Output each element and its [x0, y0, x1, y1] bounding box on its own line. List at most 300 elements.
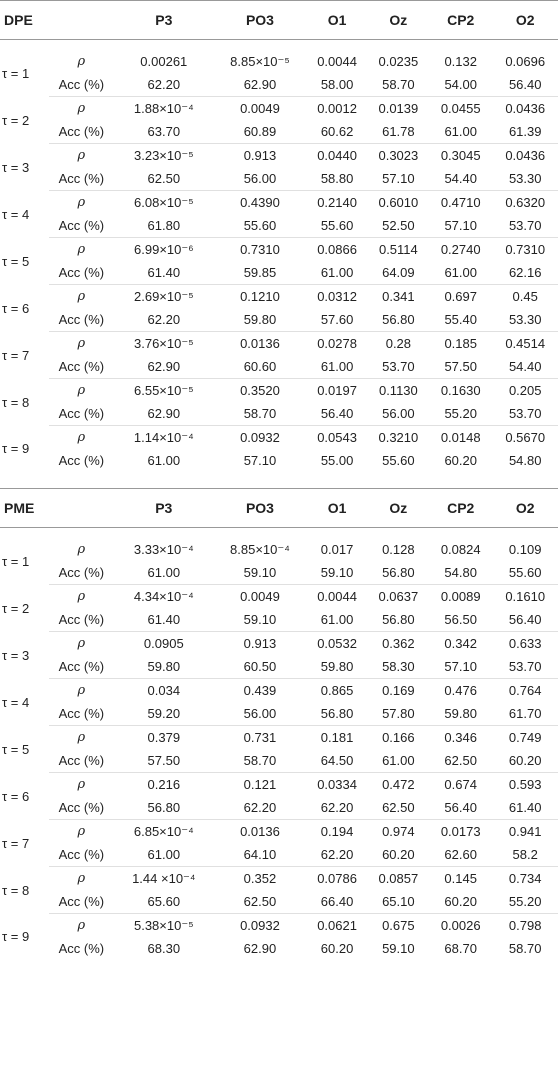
acc-cell: 52.50 [368, 214, 429, 238]
tau-label: τ = 1 [2, 65, 30, 81]
acc-cell: 60.89 [213, 120, 306, 144]
rho-cell: 8.85×10⁻⁴ [230, 541, 290, 557]
rho-cell: 0.798 [508, 918, 542, 933]
rho-row [0, 50, 558, 73]
acc-label: Acc (%) [49, 702, 115, 726]
rho-cell: 0.7310 [240, 242, 280, 257]
acc-cell: 56.80 [114, 796, 213, 820]
acc-cell: 61.78 [368, 120, 429, 144]
rho-cell: 0.181 [320, 730, 354, 745]
acc-cell: 58.00 [306, 73, 367, 97]
acc-cell: 62.20 [306, 843, 367, 867]
acc-label: Acc (%) [49, 749, 115, 773]
rho-cell: 0.205 [508, 383, 542, 398]
rho-cell: 0.0278 [317, 336, 357, 351]
tau-label: τ = 7 [2, 835, 30, 851]
rho-cell: 0.0621 [317, 918, 357, 933]
acc-row [0, 355, 558, 379]
acc-cell: 64.50 [306, 749, 367, 773]
acc-cell: 54.80 [429, 561, 492, 585]
rho-cell: 0.0173 [440, 824, 481, 839]
acc-row [0, 843, 558, 867]
acc-cell: 59.80 [429, 702, 492, 726]
rho-cell: 0.0136 [240, 824, 280, 839]
acc-cell: 61.00 [368, 749, 429, 773]
rho-label: ρ [77, 195, 86, 210]
acc-label: Acc (%) [49, 214, 115, 238]
column-header: CP2 [429, 489, 492, 528]
rho-row [0, 285, 558, 309]
rho-cell: 0.0440 [317, 148, 357, 163]
acc-cell: 60.62 [306, 120, 367, 144]
tau-label: τ = 9 [2, 929, 30, 945]
rho-cell: 3.23×10⁻⁵ [134, 147, 194, 163]
rho-cell: 0.6010 [378, 195, 419, 210]
acc-cell: 61.80 [114, 214, 213, 238]
rho-cell: 0.194 [320, 824, 354, 839]
acc-cell: 53.30 [492, 308, 558, 332]
dpe-table [0, 0, 558, 472]
rho-cell: 0.169 [382, 683, 415, 698]
tau-label: τ = 2 [2, 112, 30, 128]
column-header: P3 [114, 1, 213, 40]
rho-cell: 0.974 [382, 824, 415, 839]
acc-cell: 56.40 [492, 608, 558, 632]
acc-cell: 54.00 [429, 73, 492, 97]
acc-cell: 60.60 [213, 355, 306, 379]
tau-label: τ = 3 [2, 159, 30, 175]
rho-cell: 0.731 [243, 730, 277, 745]
rho-cell: 0.0139 [378, 101, 419, 116]
acc-label: Acc (%) [58, 941, 105, 956]
acc-cell: 61.70 [492, 702, 558, 726]
rho-cell: 0.0824 [440, 542, 481, 557]
acc-cell: 55.60 [492, 561, 558, 585]
acc-cell: 53.30 [492, 167, 558, 191]
rho-label: ρ [77, 383, 86, 398]
tau-label: τ = 6 [2, 788, 30, 804]
acc-cell: 56.80 [368, 561, 429, 585]
rho-cell: 0.0136 [240, 336, 280, 351]
acc-cell: 58.30 [368, 655, 429, 679]
rho-cell: 0.749 [508, 730, 542, 745]
column-header: O1 [306, 1, 367, 40]
acc-cell: 61.40 [114, 608, 213, 632]
rho-label: ρ [77, 542, 86, 557]
acc-label: Acc (%) [49, 308, 115, 332]
rho-cell: 0.941 [508, 824, 542, 839]
acc-cell: 68.30 [147, 941, 181, 956]
rho-cell: 0.6320 [505, 195, 546, 210]
rho-cell: 0.0696 [505, 54, 546, 69]
acc-cell: 58.2 [492, 843, 558, 867]
spacer-row [0, 528, 558, 539]
rho-cell: 0.341 [382, 289, 415, 304]
rho-cell: 0.0197 [317, 383, 357, 398]
rho-cell: 0.697 [444, 289, 477, 304]
acc-cell: 55.60 [306, 214, 367, 238]
acc-cell: 60.20 [492, 749, 558, 773]
acc-cell: 64.10 [213, 843, 306, 867]
acc-cell: 63.70 [114, 120, 213, 144]
acc-label: Acc (%) [49, 608, 115, 632]
rho-label: ρ [77, 101, 86, 116]
acc-cell: 62.20 [213, 796, 306, 820]
tau-label: τ = 4 [2, 206, 30, 222]
acc-cell: 56.40 [492, 73, 558, 97]
pme-header-row [0, 489, 558, 528]
tau-label: τ = 5 [2, 741, 30, 757]
acc-cell: 58.70 [508, 941, 542, 956]
rho-row [0, 538, 558, 561]
acc-cell: 56.00 [213, 702, 306, 726]
rho-cell: 0.109 [508, 542, 542, 557]
acc-cell: 59.85 [213, 261, 306, 285]
rho-cell: 0.0049 [240, 589, 280, 604]
rho-label: ρ [77, 683, 86, 698]
rho-cell: 0.1130 [378, 383, 418, 398]
dpe-header-row [0, 1, 558, 40]
rho-cell: 0.00261 [140, 54, 188, 69]
acc-row [0, 73, 558, 97]
acc-cell: 56.80 [306, 702, 367, 726]
spacer-row [0, 40, 558, 51]
acc-cell: 62.50 [213, 890, 306, 914]
acc-label: Acc (%) [49, 402, 115, 426]
rho-cell: 0.216 [147, 777, 181, 792]
rho-cell: 0.0148 [440, 430, 481, 445]
rho-cell: 0.5670 [505, 430, 546, 445]
rho-cell: 0.185 [444, 336, 477, 351]
acc-cell: 56.50 [429, 608, 492, 632]
acc-cell: 55.00 [320, 453, 354, 468]
rho-cell: 0.145 [444, 871, 477, 886]
rho-row [0, 679, 558, 703]
rho-cell: 0.674 [444, 777, 477, 792]
acc-cell: 59.10 [213, 561, 306, 585]
tau-label: τ = 6 [2, 300, 30, 316]
rho-cell: 0.0932 [240, 918, 280, 933]
rho-cell: 0.3210 [378, 430, 419, 445]
acc-row [0, 449, 558, 472]
rho-cell: 0.3520 [240, 383, 280, 398]
rho-cell: 3.76×10⁻⁵ [134, 335, 194, 351]
acc-cell: 59.80 [114, 655, 213, 679]
rho-row [0, 914, 558, 938]
rho-cell: 0.034 [147, 683, 181, 698]
acc-label: Acc (%) [49, 167, 115, 191]
rho-label: ρ [77, 730, 86, 745]
rho-row [0, 426, 558, 450]
column-header: P3 [114, 489, 213, 528]
acc-cell: 53.70 [492, 655, 558, 679]
acc-cell: 62.20 [114, 308, 213, 332]
acc-cell: 59.80 [213, 308, 306, 332]
acc-label: Acc (%) [49, 655, 115, 679]
rho-row [0, 97, 558, 121]
rho-cell: 3.33×10⁻⁴ [133, 541, 194, 557]
acc-cell: 62.16 [492, 261, 558, 285]
acc-cell: 61.00 [114, 843, 213, 867]
rho-cell: 0.764 [508, 683, 542, 698]
rho-label: ρ [77, 871, 86, 886]
acc-cell: 56.00 [213, 167, 306, 191]
acc-row [0, 655, 558, 679]
rho-label: ρ [77, 336, 86, 351]
rho-cell: 0.352 [243, 871, 277, 886]
acc-cell: 57.60 [306, 308, 367, 332]
rho-cell: 0.0012 [317, 101, 357, 116]
acc-cell: 55.20 [429, 402, 492, 426]
acc-cell: 53.70 [492, 402, 558, 426]
rho-cell: 5.38×10⁻⁵ [133, 917, 194, 933]
rho-cell: 1.88×10⁻⁴ [133, 100, 194, 116]
rho-cell: 0.45 [512, 289, 538, 304]
acc-cell: 57.10 [429, 655, 492, 679]
acc-cell: 61.00 [429, 120, 492, 144]
acc-cell: 58.70 [213, 749, 306, 773]
rho-cell: 6.85×10⁻⁴ [133, 823, 194, 839]
acc-cell: 58.70 [213, 402, 306, 426]
rho-cell: 0.1210 [240, 289, 280, 304]
section-label: DPE [0, 1, 114, 40]
rho-cell: 6.08×10⁻⁵ [134, 194, 194, 210]
rho-cell: 0.0235 [378, 54, 419, 69]
rho-cell: 8.85×10⁻⁵ [230, 53, 290, 69]
acc-cell: 60.20 [368, 843, 429, 867]
acc-cell: 61.40 [114, 261, 213, 285]
rho-cell: 0.3045 [440, 148, 481, 163]
acc-cell: 55.20 [492, 890, 558, 914]
acc-cell: 62.90 [114, 355, 213, 379]
acc-cell: 57.10 [243, 453, 277, 468]
tau-label: τ = 1 [2, 553, 30, 569]
rho-row [0, 144, 558, 168]
acc-cell: 59.10 [382, 941, 415, 956]
acc-cell: 60.20 [320, 941, 354, 956]
column-header: CP2 [429, 1, 492, 40]
acc-cell: 59.80 [306, 655, 367, 679]
dpe-body [0, 40, 558, 473]
rho-cell: 0.865 [320, 683, 354, 698]
rho-cell: 0.28 [385, 336, 412, 351]
acc-cell: 66.40 [306, 890, 367, 914]
pme-table [0, 488, 558, 960]
rho-cell: 0.593 [508, 777, 542, 792]
rho-cell: 0.0866 [317, 242, 357, 257]
rho-cell: 0.379 [147, 730, 181, 745]
acc-cell: 61.00 [429, 261, 492, 285]
rho-cell: 0.017 [320, 542, 354, 557]
column-header: PO3 [213, 1, 306, 40]
acc-row [0, 308, 558, 332]
acc-label: Acc (%) [49, 561, 115, 585]
rho-cell: 0.0312 [317, 289, 357, 304]
acc-cell: 55.60 [213, 214, 306, 238]
rho-cell: 0.2740 [440, 242, 481, 257]
acc-cell: 56.40 [306, 402, 367, 426]
acc-cell: 65.60 [114, 890, 213, 914]
tau-label: τ = 5 [2, 253, 30, 269]
acc-label: Acc (%) [58, 453, 105, 468]
acc-cell: 59.10 [213, 608, 306, 632]
acc-cell: 65.10 [368, 890, 429, 914]
acc-cell: 61.40 [492, 796, 558, 820]
acc-cell: 62.50 [114, 167, 213, 191]
acc-cell: 56.40 [429, 796, 492, 820]
rho-cell: 2.69×10⁻⁵ [134, 288, 194, 304]
rho-label: ρ [77, 148, 86, 163]
tau-label: τ = 9 [2, 441, 30, 457]
rho-cell: 0.0044 [317, 54, 357, 69]
acc-cell: 60.20 [429, 890, 492, 914]
rho-label: ρ [77, 824, 86, 839]
rho-row [0, 238, 558, 262]
rho-cell: 0.0049 [240, 101, 280, 116]
acc-cell: 57.50 [114, 749, 213, 773]
rho-label: ρ [77, 430, 86, 445]
acc-cell: 53.70 [492, 214, 558, 238]
column-header: Oz [368, 1, 429, 40]
acc-cell: 57.50 [429, 355, 492, 379]
acc-cell: 61.00 [306, 355, 367, 379]
acc-cell: 57.10 [368, 167, 429, 191]
rho-cell: 4.34×10⁻⁴ [133, 588, 194, 604]
rho-cell: 0.1630 [440, 383, 481, 398]
acc-label: Acc (%) [49, 120, 115, 144]
acc-cell: 58.80 [306, 167, 367, 191]
rho-cell: 0.128 [382, 542, 415, 557]
rho-cell: 0.0543 [317, 430, 357, 445]
acc-cell: 53.70 [368, 355, 429, 379]
rho-cell: 0.0026 [440, 918, 481, 933]
acc-row [0, 402, 558, 426]
rho-row [0, 820, 558, 844]
rho-row [0, 867, 558, 891]
rho-row [0, 632, 558, 656]
acc-row [0, 167, 558, 191]
rho-cell: 6.55×10⁻⁵ [134, 382, 194, 398]
acc-row [0, 120, 558, 144]
rho-cell: 0.633 [508, 636, 542, 651]
acc-cell: 56.80 [368, 608, 429, 632]
acc-cell: 57.80 [368, 702, 429, 726]
tau-label: τ = 2 [2, 600, 30, 616]
acc-cell: 60.20 [444, 453, 477, 468]
acc-row [0, 796, 558, 820]
rho-cell: 0.913 [243, 636, 277, 651]
acc-label: Acc (%) [49, 261, 115, 285]
rho-cell: 0.0044 [317, 589, 357, 604]
rho-cell: 0.675 [382, 918, 415, 933]
rho-label: ρ [77, 54, 86, 69]
rho-cell: 0.0857 [378, 871, 419, 886]
rho-cell: 0.0905 [143, 636, 184, 651]
section-gap [0, 472, 558, 488]
rho-cell: 0.4514 [505, 336, 546, 351]
acc-label: Acc (%) [49, 355, 115, 379]
acc-cell: 62.90 [114, 402, 213, 426]
acc-cell: 61.39 [492, 120, 558, 144]
rho-cell: 0.362 [382, 636, 415, 651]
column-header: O2 [492, 489, 558, 528]
acc-label: Acc (%) [49, 796, 115, 820]
rho-cell: 0.2140 [317, 195, 357, 210]
acc-cell: 54.80 [508, 453, 542, 468]
rho-cell: 1.44 ×10⁻⁴ [132, 870, 196, 886]
rho-cell: 0.0436 [505, 101, 546, 116]
rho-row [0, 191, 558, 215]
acc-cell: 59.20 [114, 702, 213, 726]
acc-cell: 62.90 [243, 941, 277, 956]
pme-body [0, 528, 558, 961]
acc-cell: 54.40 [492, 355, 558, 379]
tau-label: τ = 8 [2, 882, 30, 898]
acc-cell: 57.10 [429, 214, 492, 238]
rho-row [0, 585, 558, 609]
acc-cell: 62.20 [306, 796, 367, 820]
acc-cell: 56.00 [368, 402, 429, 426]
acc-cell: 61.00 [306, 608, 367, 632]
rho-cell: 0.132 [444, 54, 477, 69]
rho-row [0, 379, 558, 403]
acc-cell: 61.00 [114, 561, 213, 585]
tau-label: τ = 7 [2, 347, 30, 363]
rho-cell: 0.4390 [240, 195, 280, 210]
acc-cell: 64.09 [368, 261, 429, 285]
acc-cell: 55.40 [429, 308, 492, 332]
rho-cell: 0.476 [444, 683, 477, 698]
rho-cell: 0.0532 [317, 636, 357, 651]
rho-label: ρ [77, 636, 86, 651]
acc-cell: 60.50 [213, 655, 306, 679]
acc-cell: 62.60 [429, 843, 492, 867]
rho-label: ρ [77, 589, 86, 604]
rho-cell: 0.5114 [378, 242, 418, 257]
rho-cell: 0.0932 [240, 430, 280, 445]
tau-label: τ = 8 [2, 394, 30, 410]
acc-label: Acc (%) [49, 73, 115, 97]
rho-label: ρ [77, 242, 86, 257]
rho-cell: 0.346 [444, 730, 477, 745]
rho-cell: 6.99×10⁻⁶ [134, 241, 194, 257]
rho-cell: 0.0089 [440, 589, 481, 604]
rho-cell: 0.3023 [378, 148, 419, 163]
tau-label: τ = 4 [2, 694, 30, 710]
rho-label: ρ [77, 777, 86, 792]
acc-row [0, 702, 558, 726]
rho-cell: 0.4710 [440, 195, 481, 210]
acc-cell: 61.00 [147, 453, 181, 468]
tau-label: τ = 3 [2, 647, 30, 663]
rho-row [0, 773, 558, 797]
rho-cell: 0.0436 [505, 148, 546, 163]
rho-cell: 0.439 [243, 683, 277, 698]
acc-cell: 62.90 [213, 73, 306, 97]
acc-row [0, 749, 558, 773]
acc-cell: 62.50 [368, 796, 429, 820]
rho-cell: 0.342 [444, 636, 477, 651]
column-header: O2 [492, 1, 558, 40]
acc-row [0, 890, 558, 914]
column-header: Oz [368, 489, 429, 528]
section-label: PME [0, 489, 114, 528]
rho-cell: 0.913 [243, 148, 277, 163]
rho-cell: 0.734 [508, 871, 542, 886]
acc-label: Acc (%) [49, 843, 115, 867]
acc-cell: 68.70 [444, 941, 477, 956]
acc-cell: 62.50 [429, 749, 492, 773]
